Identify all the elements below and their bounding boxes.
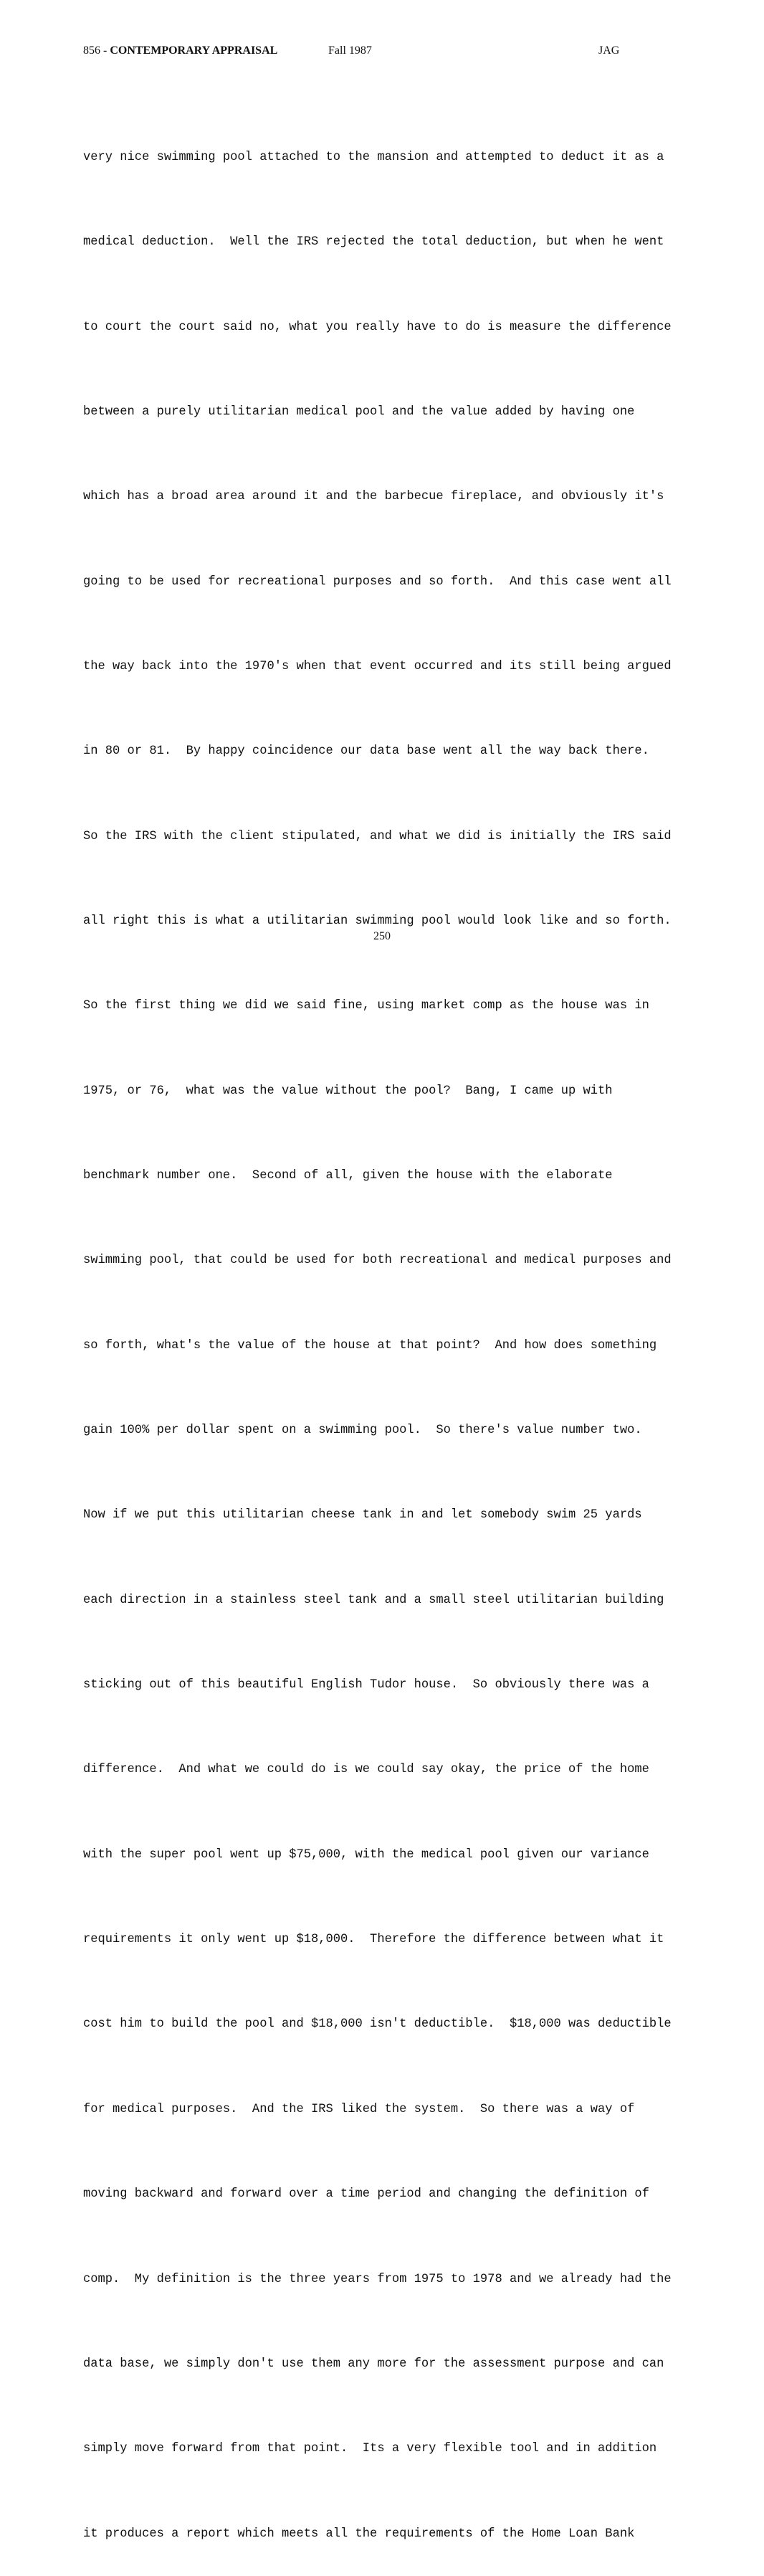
text-line: for medical purposes. And the IRS liked the system. So there was a way of — [83, 2102, 635, 2116]
transcript-body — [83, 87, 685, 2576]
semester-label: Fall 1987 — [328, 44, 372, 57]
course-number: 856 - — [83, 44, 110, 57]
text-line: to court the court said no, what you really have to do is measure the difference — [83, 320, 672, 334]
text-line: data base, we simply don't use them any more for the assessment purpose and can — [83, 2357, 664, 2371]
text-line: very nice swimming pool attached to the mansion and attempted to deduct it as a — [83, 150, 664, 164]
page-number: 250 — [373, 930, 391, 942]
text-line: cost him to build the pool and $18,000 isn't deductible. $18,000 was deductible — [83, 2017, 672, 2032]
text-line: Now if we put this utilitarian cheese tank in and let somebody swim 25 yards — [83, 1508, 642, 1523]
text-line: between a purely utilitarian medical pool and the value added by having one — [83, 404, 635, 419]
text-line: so forth, what's the value of the house at that point? And how does something — [83, 1338, 657, 1353]
text-line: sticking out of this beautiful English Tudor house. So obviously there was a — [83, 1678, 649, 1692]
text-line: 1975, or 76, what was the value without the pool? Bang, I came up with — [83, 1084, 613, 1098]
text-line: simply move forward from that point. Its a very flexible tool and in addition — [83, 2442, 657, 2456]
text-line: difference. And what we could do is we could say okay, the price of the home — [83, 1763, 649, 1777]
author-initials: JAG — [598, 44, 620, 57]
text-line: the way back into the 1970's when that event occurred and its still being argued — [83, 659, 672, 673]
text-line: which has a broad area around it and the barbecue fireplace, and obviously it's — [83, 490, 664, 504]
text-line: each direction in a stainless steel tank and a small steel utilitarian building — [83, 1593, 664, 1607]
text-line: So the first thing we did we said fine, using market comp as the house was in — [83, 999, 649, 1013]
text-line: benchmark number one. Second of all, given the house with the elaborate — [83, 1169, 613, 1183]
text-line: swimming pool, that could be used for both recreational and medical purposes and — [83, 1254, 672, 1268]
text-line: medical deduction. Well the IRS rejected the total deduction, but when he went — [83, 235, 664, 250]
text-line: So the IRS with the client stipulated, and what we did is initially the IRS said — [83, 829, 672, 843]
text-line: requirements it only went up $18,000. Therefore the difference between what it — [83, 1933, 664, 1947]
text-line: going to be used for recreational purposes and so forth. And this case went all — [83, 574, 672, 589]
text-line: gain 100% per dollar spent on a swimming pool. So there's value number two. — [83, 1424, 642, 1438]
course-title — [83, 44, 277, 57]
text-line: all right this is what a utilitarian swimming pool would look like and so forth. — [83, 914, 672, 928]
page-header — [83, 44, 628, 60]
text-line: with the super pool went up $75,000, with the medical pool given our variance — [83, 1847, 649, 1862]
text-line: in 80 or 81. By happy coincidence our data base went all the way back there. — [83, 744, 649, 759]
text-line: moving backward and forward over a time period and changing the definition of — [83, 2187, 649, 2202]
course-name: CONTEMPORARY APPRAISAL — [110, 44, 278, 57]
text-line: comp. My definition is the three years from 1975 to 1978 and we already had the — [83, 2272, 672, 2286]
text-line: it produces a report which meets all the requirements of the Home Loan Bank — [83, 2527, 635, 2541]
